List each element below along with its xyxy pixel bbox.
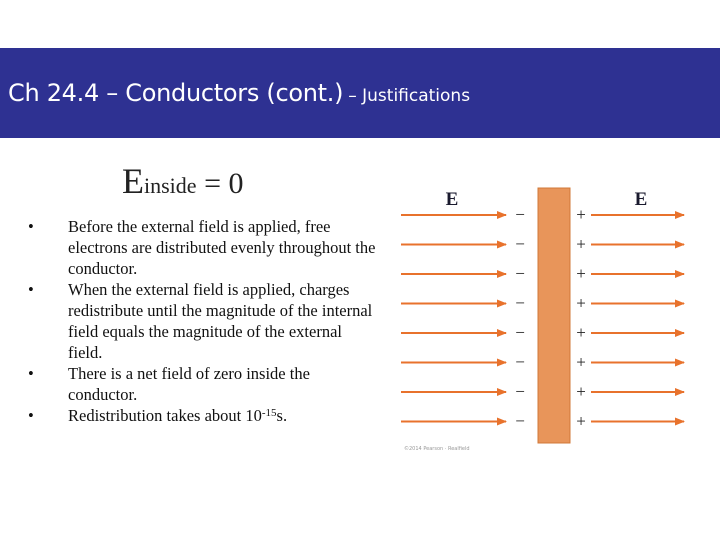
bullet-text: There is a net field of zero inside the conductor. xyxy=(68,364,310,404)
conductor-slab xyxy=(538,188,570,443)
bullet-item xyxy=(28,279,378,363)
slide-title-main: Ch 24.4 – Conductors (cont.) xyxy=(8,79,344,107)
bullet-list xyxy=(28,216,378,426)
equation xyxy=(122,160,243,202)
bullet-item xyxy=(28,363,378,405)
figure-credit: ©2014 Pearson · Realfield xyxy=(404,446,470,452)
bullet-text: When the external field is applied, charges redistribute until the magnitude of the internal field equals the magnitude of the external field. xyxy=(68,280,373,362)
bullet-text-before: Redistribution takes about 10 xyxy=(68,406,262,425)
positive-charge: + xyxy=(576,411,586,431)
slide-title xyxy=(8,79,470,107)
right-field-label: E xyxy=(634,189,648,210)
bullet-item xyxy=(28,216,378,279)
negative-charge: − xyxy=(515,323,525,342)
negative-charge: − xyxy=(515,352,525,372)
bullet-dot: • xyxy=(28,280,34,299)
bullet-dot: • xyxy=(28,406,34,425)
equation-subscript: inside xyxy=(144,173,197,198)
negative-charge: − xyxy=(515,293,525,313)
positive-charge: + xyxy=(576,264,586,283)
bullet-exponent: -15 xyxy=(261,407,277,419)
bullet-dot: • xyxy=(28,364,34,383)
equation-rest: = 0 xyxy=(196,167,244,200)
positive-charge: + xyxy=(576,352,586,372)
left-field-label: E xyxy=(445,189,459,210)
bullet-text xyxy=(68,406,287,425)
bullet-item xyxy=(28,405,378,426)
positive-charge: + xyxy=(576,234,586,254)
negative-charge: − xyxy=(515,264,525,283)
equation-symbol: E xyxy=(122,161,144,201)
negative-charge: − xyxy=(515,234,525,254)
positive-charge: + xyxy=(576,293,586,313)
conductor-figure xyxy=(396,178,686,458)
negative-charge: − xyxy=(515,205,525,224)
bullet-text-after: s. xyxy=(276,406,288,425)
positive-charge: + xyxy=(576,205,586,224)
negative-charge: − xyxy=(515,382,525,401)
negative-charge: − xyxy=(515,411,525,431)
slide-title-sub: – Justifications xyxy=(348,86,471,106)
positive-charge: + xyxy=(576,382,586,401)
bullet-text: Before the external field is applied, free electrons are distributed evenly throughout the conductor. xyxy=(68,217,376,278)
positive-charge: + xyxy=(576,323,586,342)
bullet-dot: • xyxy=(28,217,34,236)
